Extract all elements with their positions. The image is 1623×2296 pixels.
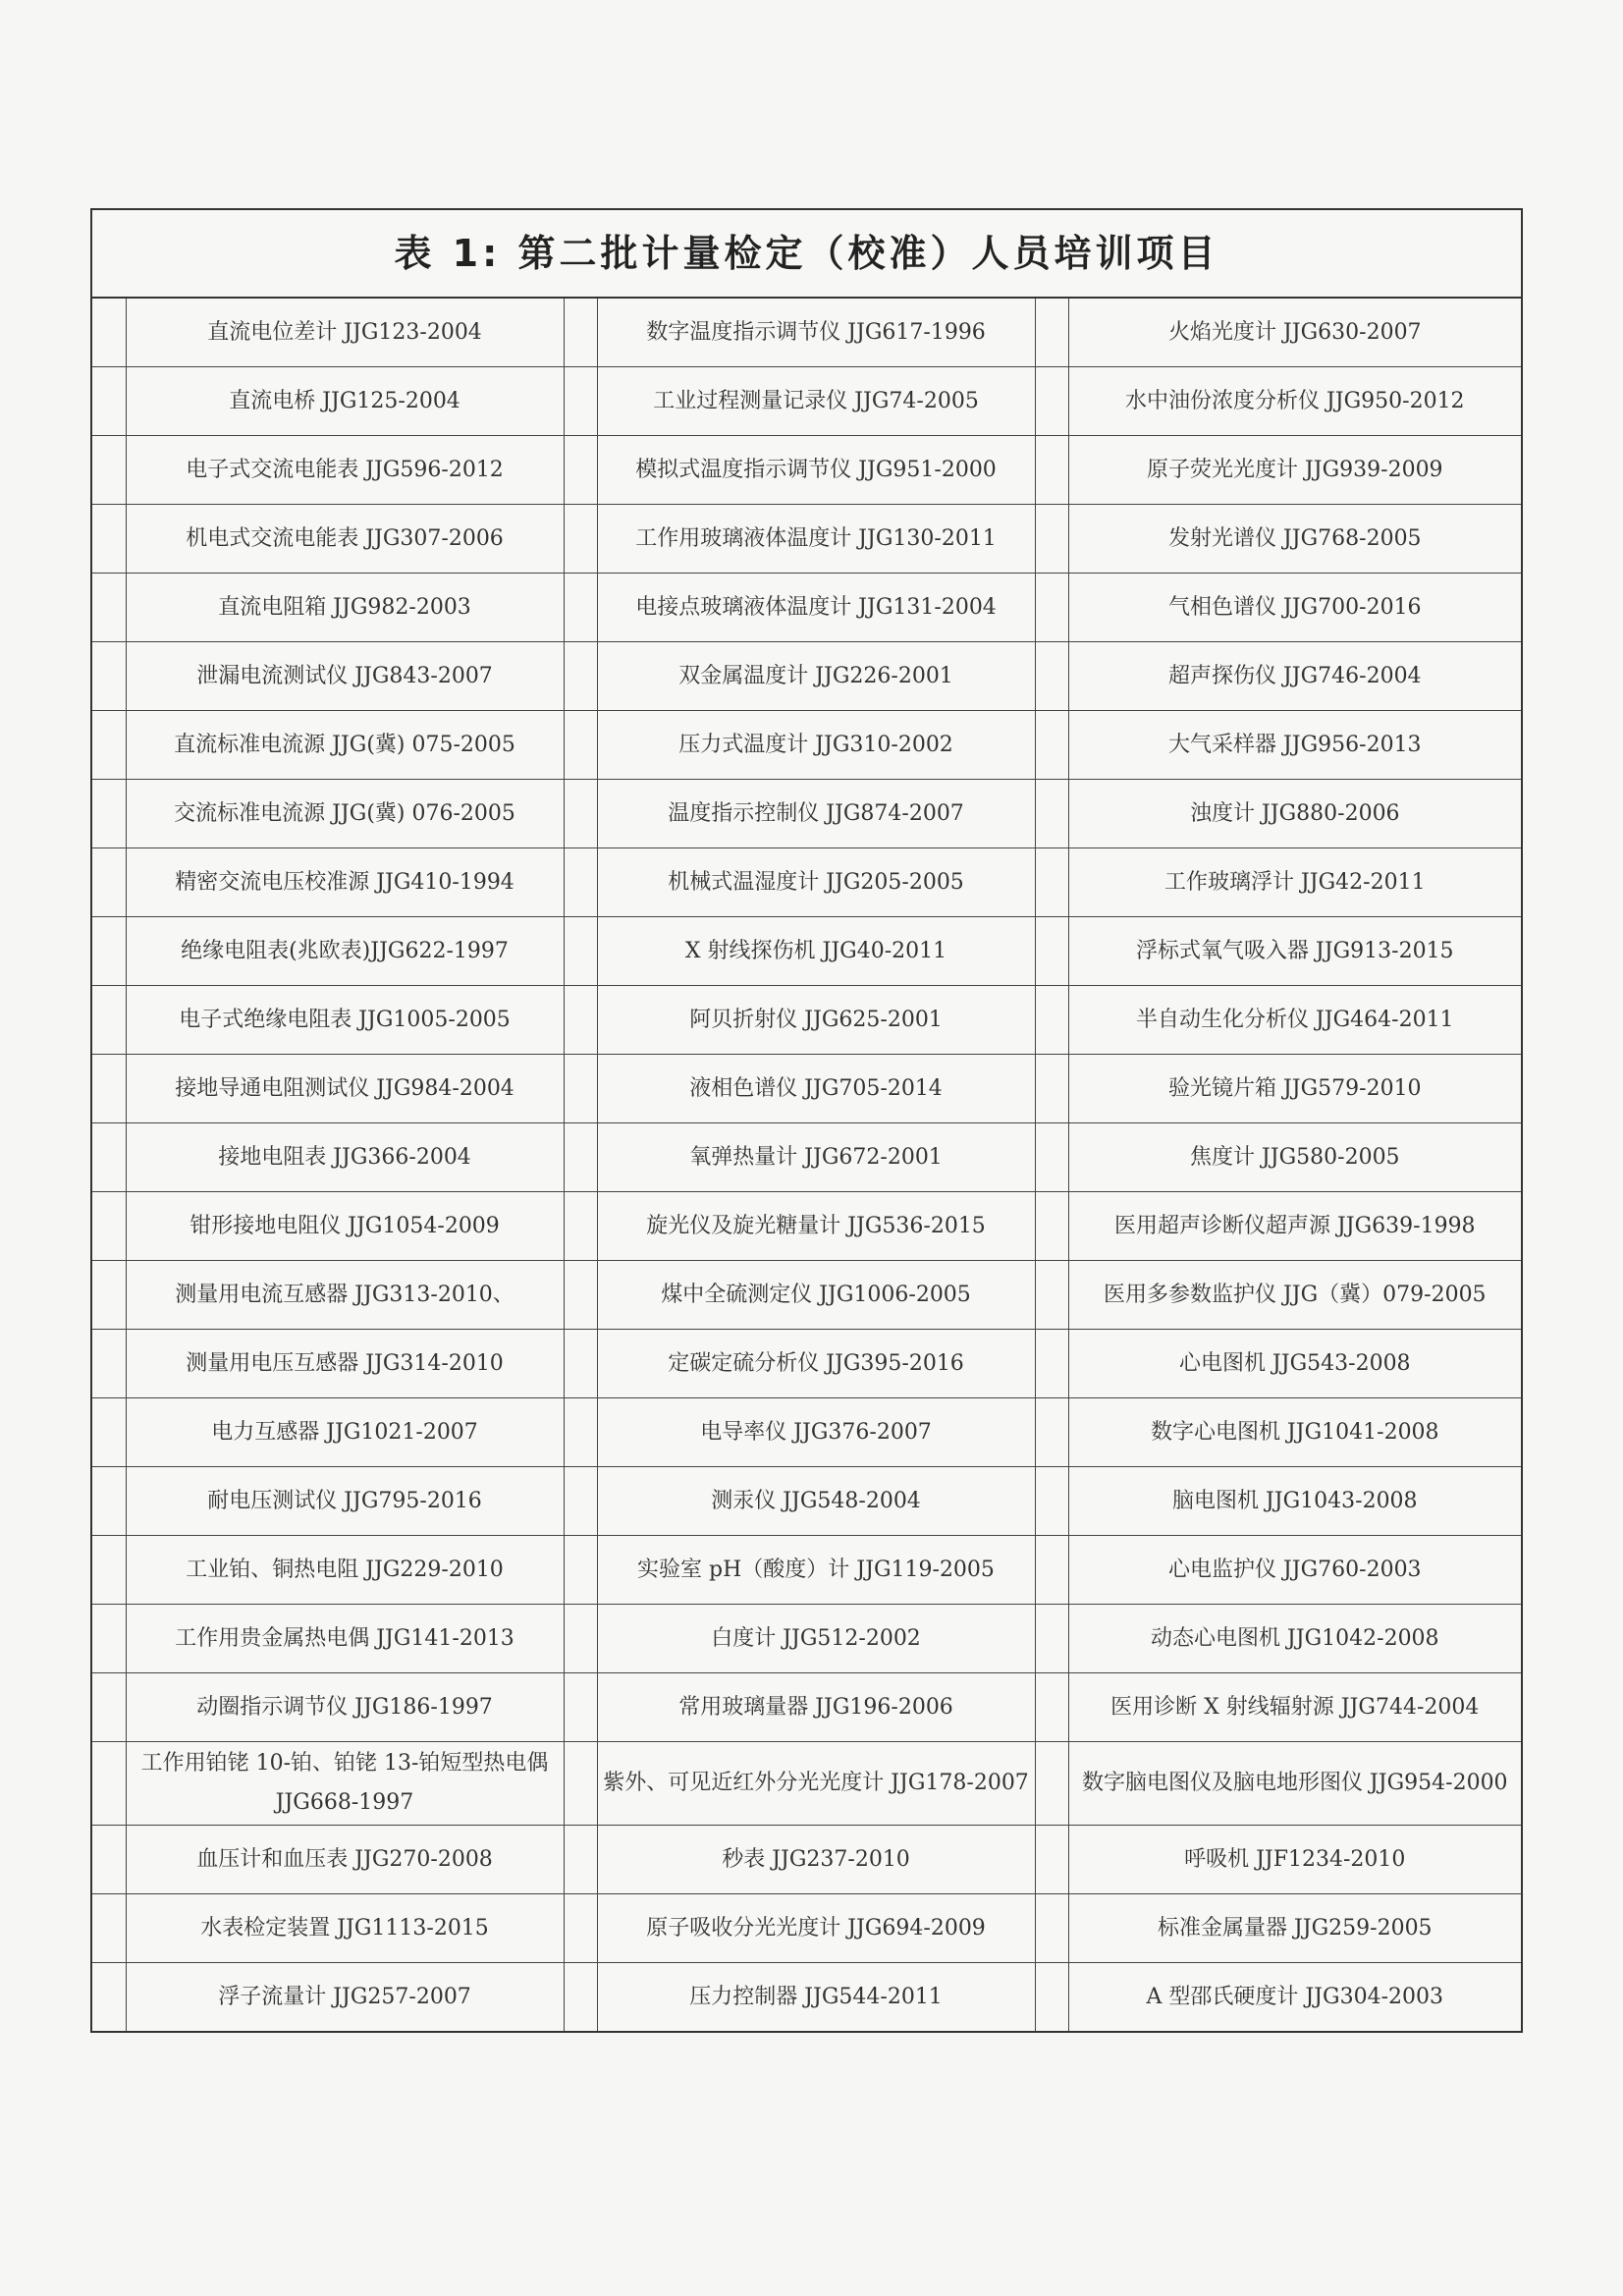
row-margin-cell [92, 1826, 126, 1894]
table-row [92, 1330, 1521, 1398]
item-cell: 工业过程测量记录仪 JJG74-2005 [597, 367, 1035, 436]
row-margin-cell [564, 1673, 597, 1742]
row-margin-cell [92, 436, 126, 505]
row-margin-cell [1035, 1742, 1068, 1826]
item-cell: 电接点玻璃液体温度计 JJG131-2004 [597, 574, 1035, 642]
row-margin-cell [564, 1123, 597, 1192]
row-margin-cell [1035, 1963, 1068, 2032]
row-margin-cell [92, 1330, 126, 1398]
item-cell: 电力互感器 JJG1021-2007 [126, 1398, 564, 1467]
table-row [92, 848, 1521, 917]
row-margin-cell [564, 1192, 597, 1261]
item-cell: 浮标式氧气吸入器 JJG913-2015 [1068, 917, 1521, 986]
row-margin-cell [1035, 299, 1068, 367]
item-cell: 焦度计 JJG580-2005 [1068, 1123, 1521, 1192]
row-margin-cell [92, 1605, 126, 1673]
table-row [92, 1742, 1521, 1826]
row-margin-cell [564, 574, 597, 642]
row-margin-cell [564, 780, 597, 848]
row-margin-cell [564, 1467, 597, 1536]
table-row [92, 1055, 1521, 1123]
table-row [92, 1192, 1521, 1261]
item-cell: 接地电阻表 JJG366-2004 [126, 1123, 564, 1192]
item-cell: 脑电图机 JJG1043-2008 [1068, 1467, 1521, 1536]
row-margin-cell [92, 1467, 126, 1536]
row-margin-cell [92, 1894, 126, 1963]
row-margin-cell [92, 1963, 126, 2032]
item-cell: 直流电位差计 JJG123-2004 [126, 299, 564, 367]
table-row [92, 986, 1521, 1055]
item-cell: 紫外、可见近红外分光光度计 JJG178-2007 [597, 1742, 1035, 1826]
table-row [92, 1536, 1521, 1605]
table-row [92, 917, 1521, 986]
item-cell: 秒表 JJG237-2010 [597, 1826, 1035, 1894]
row-margin-cell [1035, 1605, 1068, 1673]
row-margin-cell [92, 780, 126, 848]
table-row [92, 1673, 1521, 1742]
item-cell: X 射线探伤机 JJG40-2011 [597, 917, 1035, 986]
row-margin-cell [92, 711, 126, 780]
item-cell: 旋光仪及旋光糖量计 JJG536-2015 [597, 1192, 1035, 1261]
row-margin-cell [92, 642, 126, 711]
item-cell: 电导率仪 JJG376-2007 [597, 1398, 1035, 1467]
table-row [92, 711, 1521, 780]
row-margin-cell [1035, 1826, 1068, 1894]
item-cell: 泄漏电流测试仪 JJG843-2007 [126, 642, 564, 711]
row-margin-cell [1035, 436, 1068, 505]
item-cell: 绝缘电阻表(兆欧表)JJG622-1997 [126, 917, 564, 986]
table-row [92, 1467, 1521, 1536]
row-margin-cell [92, 1536, 126, 1605]
row-margin-cell [564, 1605, 597, 1673]
row-margin-cell [1035, 1055, 1068, 1123]
table-row [92, 1826, 1521, 1894]
row-margin-cell [1035, 848, 1068, 917]
table-row [92, 299, 1521, 367]
row-margin-cell [92, 299, 126, 367]
item-cell: A 型邵氏硬度计 JJG304-2003 [1068, 1963, 1521, 2032]
table-row [92, 1261, 1521, 1330]
row-margin-cell [1035, 642, 1068, 711]
table-row [92, 642, 1521, 711]
item-cell: 动态心电图机 JJG1042-2008 [1068, 1605, 1521, 1673]
item-cell: 常用玻璃量器 JJG196-2006 [597, 1673, 1035, 1742]
row-margin-cell [92, 574, 126, 642]
item-cell: 煤中全硫测定仪 JJG1006-2005 [597, 1261, 1035, 1330]
row-margin-cell [1035, 1123, 1068, 1192]
item-cell: 数字温度指示调节仪 JJG617-1996 [597, 299, 1035, 367]
row-margin-cell [1035, 574, 1068, 642]
training-items-table [90, 208, 1523, 2033]
row-margin-cell [564, 1894, 597, 1963]
item-cell: 医用诊断 X 射线辐射源 JJG744-2004 [1068, 1673, 1521, 1742]
row-margin-cell [564, 1963, 597, 2032]
item-cell: 浮子流量计 JJG257-2007 [126, 1963, 564, 2032]
item-cell: 阿贝折射仪 JJG625-2001 [597, 986, 1035, 1055]
row-margin-cell [564, 1261, 597, 1330]
row-margin-cell [92, 505, 126, 574]
table-row [92, 1123, 1521, 1192]
table-row [92, 436, 1521, 505]
row-margin-cell [92, 986, 126, 1055]
row-margin-cell [564, 1055, 597, 1123]
table-title: 表 1: 第二批计量检定（校准）人员培训项目 [92, 210, 1521, 299]
item-cell: 机电式交流电能表 JJG307-2006 [126, 505, 564, 574]
row-margin-cell [564, 1742, 597, 1826]
row-margin-cell [564, 642, 597, 711]
item-cell: 测汞仪 JJG548-2004 [597, 1467, 1035, 1536]
item-cell: 动圈指示调节仪 JJG186-1997 [126, 1673, 564, 1742]
row-margin-cell [564, 436, 597, 505]
row-margin-cell [1035, 1398, 1068, 1467]
item-cell: 双金属温度计 JJG226-2001 [597, 642, 1035, 711]
item-cell: 模拟式温度指示调节仪 JJG951-2000 [597, 436, 1035, 505]
row-margin-cell [92, 917, 126, 986]
item-cell: 氧弹热量计 JJG672-2001 [597, 1123, 1035, 1192]
item-cell: 直流电阻箱 JJG982-2003 [126, 574, 564, 642]
item-cell: 验光镜片箱 JJG579-2010 [1068, 1055, 1521, 1123]
item-cell: 半自动生化分析仪 JJG464-2011 [1068, 986, 1521, 1055]
item-cell: 工作用贵金属热电偶 JJG141-2013 [126, 1605, 564, 1673]
row-margin-cell [564, 1826, 597, 1894]
item-cell: 标准金属量器 JJG259-2005 [1068, 1894, 1521, 1963]
items-grid [92, 299, 1521, 2031]
item-cell: 白度计 JJG512-2002 [597, 1605, 1035, 1673]
item-cell: 超声探伤仪 JJG746-2004 [1068, 642, 1521, 711]
item-cell: 心电监护仪 JJG760-2003 [1068, 1536, 1521, 1605]
item-cell: 发射光谱仪 JJG768-2005 [1068, 505, 1521, 574]
item-cell: 直流电桥 JJG125-2004 [126, 367, 564, 436]
item-cell: 交流标准电流源 JJG(冀) 076-2005 [126, 780, 564, 848]
row-margin-cell [564, 299, 597, 367]
row-margin-cell [1035, 1894, 1068, 1963]
row-margin-cell [92, 1055, 126, 1123]
table-row [92, 780, 1521, 848]
item-cell: 直流标准电流源 JJG(冀) 075-2005 [126, 711, 564, 780]
row-margin-cell [1035, 1467, 1068, 1536]
item-cell: 测量用电流互感器 JJG313-2010、 [126, 1261, 564, 1330]
item-cell: 机械式温湿度计 JJG205-2005 [597, 848, 1035, 917]
item-cell: 耐电压测试仪 JJG795-2016 [126, 1467, 564, 1536]
row-margin-cell [1035, 1673, 1068, 1742]
item-cell: 精密交流电压校准源 JJG410-1994 [126, 848, 564, 917]
item-cell: 原子吸收分光光度计 JJG694-2009 [597, 1894, 1035, 1963]
item-cell: 数字心电图机 JJG1041-2008 [1068, 1398, 1521, 1467]
item-cell: 工业铂、铜热电阻 JJG229-2010 [126, 1536, 564, 1605]
row-margin-cell [564, 986, 597, 1055]
item-cell: 浊度计 JJG880-2006 [1068, 780, 1521, 848]
row-margin-cell [1035, 1192, 1068, 1261]
row-margin-cell [564, 505, 597, 574]
item-cell: 医用超声诊断仪超声源 JJG639-1998 [1068, 1192, 1521, 1261]
row-margin-cell [1035, 367, 1068, 436]
item-cell: 原子荧光光度计 JJG939-2009 [1068, 436, 1521, 505]
item-cell: 医用多参数监护仪 JJG（冀）079-2005 [1068, 1261, 1521, 1330]
item-cell: 温度指示控制仪 JJG874-2007 [597, 780, 1035, 848]
row-margin-cell [564, 367, 597, 436]
table-row [92, 505, 1521, 574]
row-margin-cell [92, 1742, 126, 1826]
item-cell: 血压计和血压表 JJG270-2008 [126, 1826, 564, 1894]
row-margin-cell [564, 1330, 597, 1398]
item-cell: 测量用电压互感器 JJG314-2010 [126, 1330, 564, 1398]
item-cell: 水中油份浓度分析仪 JJG950-2012 [1068, 367, 1521, 436]
item-cell: 电子式交流电能表 JJG596-2012 [126, 436, 564, 505]
row-margin-cell [1035, 1330, 1068, 1398]
item-cell: 钳形接地电阻仪 JJG1054-2009 [126, 1192, 564, 1261]
table-row [92, 1605, 1521, 1673]
row-margin-cell [1035, 711, 1068, 780]
row-margin-cell [1035, 917, 1068, 986]
row-margin-cell [564, 848, 597, 917]
row-margin-cell [564, 917, 597, 986]
table-row [92, 574, 1521, 642]
row-margin-cell [92, 1261, 126, 1330]
item-cell: 实验室 pH（酸度）计 JJG119-2005 [597, 1536, 1035, 1605]
row-margin-cell [1035, 986, 1068, 1055]
item-cell: 呼吸机 JJF1234-2010 [1068, 1826, 1521, 1894]
row-margin-cell [1035, 1261, 1068, 1330]
item-cell: 火焰光度计 JJG630-2007 [1068, 299, 1521, 367]
table-row [92, 367, 1521, 436]
row-margin-cell [92, 848, 126, 917]
item-cell: 大气采样器 JJG956-2013 [1068, 711, 1521, 780]
item-cell: 电子式绝缘电阻表 JJG1005-2005 [126, 986, 564, 1055]
item-cell: 液相色谱仪 JJG705-2014 [597, 1055, 1035, 1123]
item-cell: 数字脑电图仪及脑电地形图仪 JJG954-2000 [1068, 1742, 1521, 1826]
row-margin-cell [92, 1398, 126, 1467]
row-margin-cell [564, 711, 597, 780]
row-margin-cell [1035, 1536, 1068, 1605]
item-cell: 压力式温度计 JJG310-2002 [597, 711, 1035, 780]
item-cell: 气相色谱仪 JJG700-2016 [1068, 574, 1521, 642]
row-margin-cell [1035, 505, 1068, 574]
row-margin-cell [1035, 780, 1068, 848]
item-cell: 工作玻璃浮计 JJG42-2011 [1068, 848, 1521, 917]
item-cell: 工作用玻璃液体温度计 JJG130-2011 [597, 505, 1035, 574]
table-row [92, 1963, 1521, 2032]
row-margin-cell [92, 1673, 126, 1742]
row-margin-cell [92, 367, 126, 436]
row-margin-cell [92, 1123, 126, 1192]
item-cell: 压力控制器 JJG544-2011 [597, 1963, 1035, 2032]
item-cell: 接地导通电阻测试仪 JJG984-2004 [126, 1055, 564, 1123]
row-margin-cell [564, 1398, 597, 1467]
row-margin-cell [92, 1192, 126, 1261]
table-row [92, 1894, 1521, 1963]
item-cell: 定碳定硫分析仪 JJG395-2016 [597, 1330, 1035, 1398]
table-row [92, 1398, 1521, 1467]
item-cell: 水表检定装置 JJG1113-2015 [126, 1894, 564, 1963]
item-cell: 心电图机 JJG543-2008 [1068, 1330, 1521, 1398]
item-cell: 工作用铂铑 10-铂、铂铑 13-铂短型热电偶 JJG668-1997 [126, 1742, 564, 1826]
row-margin-cell [564, 1536, 597, 1605]
